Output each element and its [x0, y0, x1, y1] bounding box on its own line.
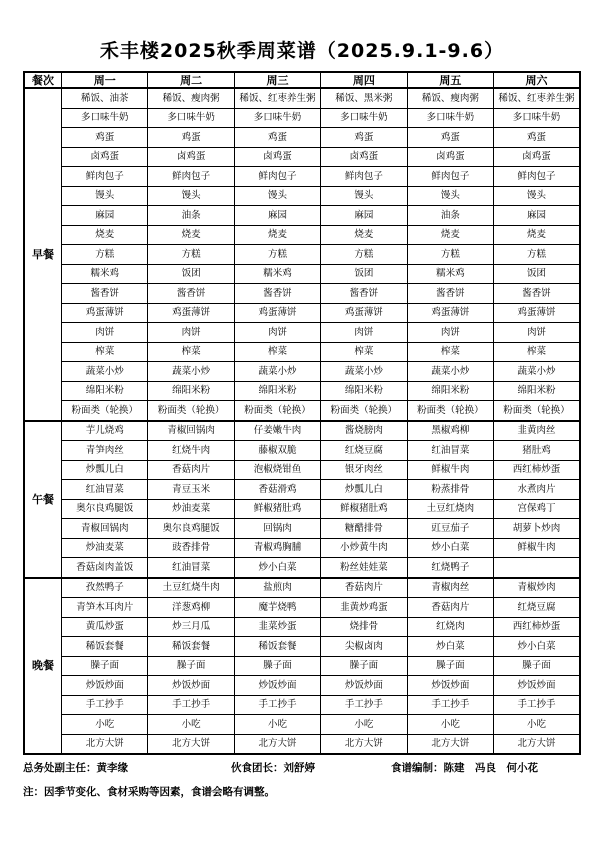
menu-cell: 盐煎肉	[234, 578, 320, 598]
menu-cell: 红烧鸭子	[407, 558, 493, 578]
menu-cell: 鲜肉包子	[234, 167, 320, 187]
table-row	[24, 128, 580, 148]
menu-cell: 麻园	[62, 206, 148, 226]
table-row	[24, 421, 580, 441]
day-column-header: 周一	[62, 72, 148, 88]
menu-cell: 香菇肉片	[148, 460, 234, 480]
menu-cell: 稀饭、瘦肉粥	[148, 88, 234, 108]
menu-cell: 手工抄手	[234, 695, 320, 715]
menu-cell: 卤鸡蛋	[148, 147, 234, 167]
menu-cell: 炒小白菜	[494, 637, 580, 657]
menu-cell: 稀饭、红枣养生粥	[234, 88, 320, 108]
menu-cell: 多口味牛奶	[494, 108, 580, 128]
menu-cell: 手工抄手	[321, 695, 407, 715]
menu-cell: 卤鸡蛋	[407, 147, 493, 167]
menu-cell: 小炒黄牛肉	[321, 538, 407, 558]
table-row	[24, 715, 580, 735]
menu-cell: 粉丝娃娃菜	[321, 558, 407, 578]
menu-cell: 青椒肉丝	[407, 578, 493, 598]
table-row	[24, 147, 580, 167]
menu-cell: 小吃	[494, 715, 580, 735]
menu-cell: 糯米鸡	[62, 264, 148, 284]
table-row	[24, 342, 580, 362]
footer-signatures	[23, 760, 581, 775]
menu-cell: 青椒鸡胸脯	[234, 538, 320, 558]
menu-cell: 魔芋烧鸭	[234, 598, 320, 618]
menu-cell: 红烧牛肉	[148, 441, 234, 461]
menu-cell: 麻园	[494, 206, 580, 226]
page-title: 禾丰楼2025秋季周菜谱（2025.9.1-9.6）	[99, 40, 505, 62]
table-row	[24, 499, 580, 519]
menu-cell: 黄瓜炒蛋	[62, 617, 148, 637]
menu-cell: 奥尔良鸡腿饭	[148, 519, 234, 539]
menu-cell: 酱香饼	[234, 284, 320, 304]
day-column-header: 周四	[321, 72, 407, 88]
menu-cell: 炒瓢儿白	[321, 480, 407, 500]
menu-cell: 土豆红烧牛肉	[148, 578, 234, 598]
menu-cell: 北方大饼	[407, 734, 493, 754]
menu-cell: 豉香排骨	[148, 538, 234, 558]
footer-captain: 伙食团长：刘舒婷	[231, 762, 315, 774]
table-row	[24, 245, 580, 265]
day-column-header: 周三	[234, 72, 320, 88]
menu-cell: 泡椒烧钳鱼	[234, 460, 320, 480]
menu-cell: 榨菜	[494, 342, 580, 362]
menu-cell: 青笋木耳肉片	[62, 598, 148, 618]
table-row	[24, 578, 580, 598]
menu-cell: 黑椒鸡柳	[407, 421, 493, 441]
menu-cell: 方糕	[148, 245, 234, 265]
menu-cell: 糖醋排骨	[321, 519, 407, 539]
menu-cell: 酱香饼	[148, 284, 234, 304]
menu-cell: 胡萝卜炒肉	[494, 519, 580, 539]
menu-cell: 西红柿炒蛋	[494, 617, 580, 637]
menu-cell: 宫保鸡丁	[494, 499, 580, 519]
table-row	[24, 186, 580, 206]
menu-cell: 卤鸡蛋	[234, 147, 320, 167]
menu-cell: 炒白菜	[407, 637, 493, 657]
menu-cell: 红烧肉	[407, 617, 493, 637]
menu-cell: 洋葱鸡柳	[148, 598, 234, 618]
menu-cell: 炒饭炒面	[407, 676, 493, 696]
menu-cell: 方糕	[234, 245, 320, 265]
menu-cell: 榨菜	[321, 342, 407, 362]
footer-note: 注：因季节变化、食材采购等因素，食谱会略有调整。	[23, 786, 275, 798]
menu-cell: 稀饭套餐	[234, 637, 320, 657]
menu-cell: 稀饭、红枣养生粥	[494, 88, 580, 108]
menu-cell: 绵阳米粉	[148, 381, 234, 401]
table-row	[24, 695, 580, 715]
menu-cell: 藤椒双脆	[234, 441, 320, 461]
menu-cell: 韭黄炒鸡蛋	[321, 598, 407, 618]
menu-cell: 粉面类（轮换）	[234, 401, 320, 421]
menu-cell: 饭团	[321, 264, 407, 284]
table-row	[24, 637, 580, 657]
menu-cell: 香菇卤肉盖饭	[62, 558, 148, 578]
menu-cell: 炒饭炒面	[234, 676, 320, 696]
table-row	[24, 460, 580, 480]
meal-section	[24, 421, 580, 578]
menu-cell: 韭黄肉丝	[494, 421, 580, 441]
menu-cell: 香菇肉片	[407, 598, 493, 618]
menu-cell: 水煮肉片	[494, 480, 580, 500]
menu-cell: 榨菜	[407, 342, 493, 362]
menu-cell: 馒头	[148, 186, 234, 206]
day-column-header: 周六	[494, 72, 580, 88]
table-row	[24, 480, 580, 500]
menu-cell: 酱香饼	[407, 284, 493, 304]
menu-cell: 臊子面	[407, 656, 493, 676]
menu-cell: 鸡蛋	[494, 128, 580, 148]
table-row	[24, 676, 580, 696]
menu-cell: 鸡蛋薄饼	[407, 303, 493, 323]
menu-cell: 北方大饼	[494, 734, 580, 754]
table-row	[24, 441, 580, 461]
menu-cell: 酱香饼	[494, 284, 580, 304]
meal-section	[24, 578, 580, 755]
menu-cell: 炒三月瓜	[148, 617, 234, 637]
menu-cell: 饭团	[148, 264, 234, 284]
table-row	[24, 519, 580, 539]
menu-cell: 鲜肉包子	[494, 167, 580, 187]
menu-cell: 稀饭套餐	[62, 637, 148, 657]
menu-cell: 蔬菜小炒	[148, 362, 234, 382]
menu-cell: 炒饭炒面	[494, 676, 580, 696]
meal-section	[24, 88, 580, 421]
menu-cell: 鸡蛋薄饼	[234, 303, 320, 323]
menu-cell: 鲜椒猪肚鸡	[234, 499, 320, 519]
meal-section-label: 晚餐	[24, 578, 62, 755]
menu-cell: 粉面类（轮换）	[148, 401, 234, 421]
menu-cell: 芋儿烧鸡	[62, 421, 148, 441]
menu-cell: 鸡蛋	[234, 128, 320, 148]
table-row	[24, 617, 580, 637]
menu-cell: 肉饼	[494, 323, 580, 343]
menu-cell	[494, 558, 580, 578]
menu-cell: 蔬菜小炒	[234, 362, 320, 382]
menu-cell: 榨菜	[62, 342, 148, 362]
menu-cell: 鸡蛋薄饼	[494, 303, 580, 323]
menu-cell: 鲜肉包子	[407, 167, 493, 187]
menu-cell: 麻园	[234, 206, 320, 226]
day-column-header: 周二	[148, 72, 234, 88]
menu-cell: 手工抄手	[494, 695, 580, 715]
table-row	[24, 88, 580, 108]
menu-cell: 烧麦	[234, 225, 320, 245]
table-row	[24, 381, 580, 401]
meal-section-label: 午餐	[24, 421, 62, 578]
menu-cell: 臊子面	[62, 656, 148, 676]
menu-cell: 青椒炒肉	[494, 578, 580, 598]
menu-cell: 臊子面	[321, 656, 407, 676]
menu-cell: 北方大饼	[321, 734, 407, 754]
menu-cell: 炒饭炒面	[148, 676, 234, 696]
menu-cell: 手工抄手	[62, 695, 148, 715]
menu-cell: 多口味牛奶	[148, 108, 234, 128]
menu-cell: 粉面类（轮换）	[407, 401, 493, 421]
table-row	[24, 656, 580, 676]
menu-cell: 鲜肉包子	[148, 167, 234, 187]
menu-cell: 麻园	[321, 206, 407, 226]
menu-cell: 鲜肉包子	[62, 167, 148, 187]
menu-cell: 炒饭炒面	[321, 676, 407, 696]
menu-cell: 绵阳米粉	[321, 381, 407, 401]
menu-cell: 方糕	[321, 245, 407, 265]
menu-cell: 手工抄手	[148, 695, 234, 715]
footer-editors: 食谱编制：陈建 冯良 何小花	[391, 762, 538, 774]
menu-cell: 红烧豆腐	[321, 441, 407, 461]
menu-cell: 粉蒸排骨	[407, 480, 493, 500]
table-row	[24, 225, 580, 245]
menu-cell: 北方大饼	[148, 734, 234, 754]
menu-cell: 绵阳米粉	[494, 381, 580, 401]
menu-cell: 豇豆茄子	[407, 519, 493, 539]
menu-cell: 手工抄手	[407, 695, 493, 715]
table-row	[24, 362, 580, 382]
menu-cell: 馒头	[62, 186, 148, 206]
menu-cell: 香菇滑鸡	[234, 480, 320, 500]
menu-cell: 烧麦	[148, 225, 234, 245]
menu-cell: 稀饭、黑米粥	[321, 88, 407, 108]
menu-cell: 油条	[407, 206, 493, 226]
menu-cell: 糯米鸡	[407, 264, 493, 284]
table-row	[24, 206, 580, 226]
menu-cell: 卤鸡蛋	[321, 147, 407, 167]
menu-cell: 猪肚鸡	[494, 441, 580, 461]
menu-cell: 多口味牛奶	[321, 108, 407, 128]
menu-cell: 绵阳米粉	[407, 381, 493, 401]
menu-cell: 馒头	[321, 186, 407, 206]
menu-cell: 酱香饼	[62, 284, 148, 304]
menu-cell: 红油冒菜	[407, 441, 493, 461]
table-row	[24, 284, 580, 304]
menu-cell: 多口味牛奶	[407, 108, 493, 128]
table-row	[24, 167, 580, 187]
menu-cell: 饭团	[494, 264, 580, 284]
menu-cell: 香菇肉片	[321, 578, 407, 598]
menu-cell: 西红柿炒蛋	[494, 460, 580, 480]
menu-cell: 鲜椒牛肉	[407, 460, 493, 480]
meal-section-label: 早餐	[24, 88, 62, 421]
menu-cell: 卤鸡蛋	[62, 147, 148, 167]
menu-cell: 红烧豆腐	[494, 598, 580, 618]
menu-cell: 馒头	[494, 186, 580, 206]
menu-cell: 炒瓢儿白	[62, 460, 148, 480]
menu-cell: 小吃	[148, 715, 234, 735]
table-row	[24, 108, 580, 128]
menu-cell: 绵阳米粉	[62, 381, 148, 401]
menu-cell: 稀饭、瘦肉粥	[407, 88, 493, 108]
menu-cell: 多口味牛奶	[234, 108, 320, 128]
menu-cell: 臊子面	[234, 656, 320, 676]
menu-cell: 烧麦	[494, 225, 580, 245]
menu-cell: 小吃	[407, 715, 493, 735]
menu-cell: 鲜椒猪肚鸡	[321, 499, 407, 519]
menu-cell: 稀饭、油茶	[62, 88, 148, 108]
menu-cell: 土豆红烧肉	[407, 499, 493, 519]
menu-table	[23, 71, 581, 755]
menu-cell: 油条	[148, 206, 234, 226]
menu-cell: 蔬菜小炒	[62, 362, 148, 382]
menu-cell: 酱烧膀肉	[321, 421, 407, 441]
menu-cell: 榨菜	[148, 342, 234, 362]
menu-cell: 卤鸡蛋	[494, 147, 580, 167]
menu-cell: 青椒回锅肉	[62, 519, 148, 539]
menu-cell: 馒头	[234, 186, 320, 206]
header-row	[24, 72, 580, 88]
menu-cell: 炒小白菜	[234, 558, 320, 578]
table-row	[24, 538, 580, 558]
menu-cell: 鸡蛋	[62, 128, 148, 148]
menu-cell: 炒油麦菜	[62, 538, 148, 558]
menu-cell: 粉面类（轮换）	[62, 401, 148, 421]
menu-cell: 炒小白菜	[407, 538, 493, 558]
table-row	[24, 598, 580, 618]
menu-cell: 肉饼	[407, 323, 493, 343]
menu-cell: 肉饼	[234, 323, 320, 343]
menu-cell: 红油冒菜	[148, 558, 234, 578]
table-row	[24, 303, 580, 323]
table-row	[24, 558, 580, 578]
menu-cell: 鸡蛋薄饼	[148, 303, 234, 323]
table-row	[24, 734, 580, 754]
menu-cell: 回锅肉	[234, 519, 320, 539]
menu-cell: 炒油麦菜	[148, 499, 234, 519]
meal-column-header: 餐次	[24, 72, 62, 88]
menu-cell: 肉饼	[62, 323, 148, 343]
menu-cell: 尖椒卤肉	[321, 637, 407, 657]
menu-cell: 炒饭炒面	[62, 676, 148, 696]
menu-cell: 仔姜嫩牛肉	[234, 421, 320, 441]
menu-cell: 肉饼	[148, 323, 234, 343]
menu-cell: 烧麦	[407, 225, 493, 245]
menu-cell: 红油冒菜	[62, 480, 148, 500]
menu-cell: 小吃	[62, 715, 148, 735]
menu-cell: 鸡蛋	[407, 128, 493, 148]
table-row	[24, 401, 580, 421]
menu-cell: 蔬菜小炒	[407, 362, 493, 382]
menu-cell: 粉面类（轮换）	[321, 401, 407, 421]
menu-cell: 方糕	[407, 245, 493, 265]
menu-cell: 蔬菜小炒	[321, 362, 407, 382]
menu-cell: 鸡蛋	[321, 128, 407, 148]
menu-cell: 北方大饼	[62, 734, 148, 754]
menu-cell: 肉饼	[321, 323, 407, 343]
menu-cell: 绵阳米粉	[234, 381, 320, 401]
menu-cell: 臊子面	[148, 656, 234, 676]
menu-cell: 馒头	[407, 186, 493, 206]
menu-cell: 青豆玉米	[148, 480, 234, 500]
menu-cell: 小吃	[321, 715, 407, 735]
menu-cell: 方糕	[494, 245, 580, 265]
menu-cell: 方糕	[62, 245, 148, 265]
menu-cell: 鸡蛋薄饼	[62, 303, 148, 323]
day-column-header: 周五	[407, 72, 493, 88]
menu-cell: 榨菜	[234, 342, 320, 362]
menu-cell: 烧麦	[62, 225, 148, 245]
menu-cell: 韭菜炒蛋	[234, 617, 320, 637]
menu-cell: 烧麦	[321, 225, 407, 245]
menu-cell: 鸡蛋薄饼	[321, 303, 407, 323]
footer-admin: 总务处副主任：黄李缘	[23, 762, 128, 774]
menu-cell: 鲜肉包子	[321, 167, 407, 187]
table-row	[24, 323, 580, 343]
menu-cell: 糯米鸡	[234, 264, 320, 284]
table-row	[24, 264, 580, 284]
menu-cell: 小吃	[234, 715, 320, 735]
menu-cell: 北方大饼	[234, 734, 320, 754]
menu-cell: 奥尔良鸡腿饭	[62, 499, 148, 519]
menu-cell: 酱香饼	[321, 284, 407, 304]
menu-cell: 稀饭套餐	[148, 637, 234, 657]
menu-cell: 臊子面	[494, 656, 580, 676]
menu-cell: 孜然鸭子	[62, 578, 148, 598]
menu-cell: 烧排骨	[321, 617, 407, 637]
menu-cell: 粉面类（轮换）	[494, 401, 580, 421]
menu-cell: 青笋肉丝	[62, 441, 148, 461]
menu-cell: 青椒回锅肉	[148, 421, 234, 441]
menu-cell: 银牙肉丝	[321, 460, 407, 480]
menu-cell: 鸡蛋	[148, 128, 234, 148]
menu-cell: 多口味牛奶	[62, 108, 148, 128]
menu-cell: 蔬菜小炒	[494, 362, 580, 382]
menu-cell: 鲜椒牛肉	[494, 538, 580, 558]
